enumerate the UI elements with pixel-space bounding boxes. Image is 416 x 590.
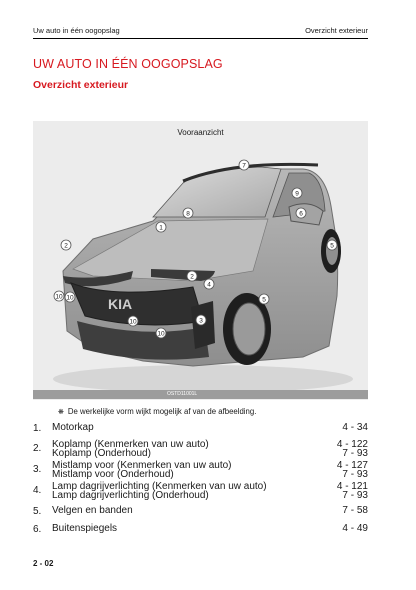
car-front-view-figure	[33, 121, 368, 400]
running-header-left: Uw auto in één oogopslag	[33, 26, 120, 35]
svg-text:6: 6	[299, 210, 303, 218]
callout-9	[292, 188, 302, 198]
svg-text:1: 1	[159, 224, 163, 232]
item-page: 4 - 122	[336, 439, 368, 450]
item-page-2: 7 - 93	[342, 490, 368, 501]
svg-text:9: 9	[295, 190, 299, 198]
svg-text:7: 7	[242, 162, 246, 170]
svg-text:3: 3	[199, 317, 203, 325]
callout-2-right	[187, 271, 197, 281]
header-rule	[33, 38, 368, 39]
item-number: 5.	[33, 506, 42, 517]
item-page: 7 - 58	[342, 505, 368, 516]
item-page-2: 7 - 93	[342, 448, 368, 459]
figure-code-bar	[33, 390, 368, 399]
figure-code: OSTD11001L	[167, 391, 198, 397]
svg-text:10: 10	[157, 330, 165, 338]
item-page: 4 - 127	[336, 460, 368, 471]
item-label: Buitenspiegels	[52, 523, 118, 534]
callout-3	[196, 315, 206, 325]
item-page: 4 - 49	[342, 523, 368, 534]
item-label: Mistlamp voor (Kenmerken van uw auto)	[52, 460, 232, 471]
item-number: 3.	[33, 464, 42, 475]
item-page: 4 - 34	[342, 422, 368, 433]
subsection-title: Overzicht exterieur	[33, 79, 129, 91]
page-number: 2 - 02	[33, 559, 54, 568]
item-number: 2.	[33, 443, 42, 454]
callout-10-b	[65, 292, 75, 302]
svg-text:8: 8	[186, 210, 190, 218]
callout-5-front	[259, 294, 269, 304]
svg-text:4: 4	[207, 281, 211, 289]
item-page-2: 7 - 93	[342, 469, 368, 480]
callout-1	[156, 222, 166, 232]
callout-7	[239, 160, 249, 170]
item-label-2: Mistlamp voor (Onderhoud)	[52, 469, 174, 480]
item-label: Lamp dagrijverlichting (Kenmerken van uw auto)	[52, 481, 267, 492]
callout-10-a	[54, 291, 64, 301]
car-illustration	[33, 121, 368, 400]
running-header-right: Overzicht exterieur	[305, 26, 368, 35]
callout-10-c	[128, 316, 138, 326]
item-number: 6.	[33, 524, 42, 535]
figure-note	[58, 407, 256, 416]
item-label: Koplamp (Kenmerken van uw auto)	[52, 439, 209, 450]
item-number: 4.	[33, 485, 42, 496]
callout-10-d	[156, 328, 166, 338]
svg-text:5: 5	[262, 296, 266, 304]
item-label-2: Koplamp (Onderhoud)	[52, 448, 151, 459]
callout-5-rear	[327, 240, 337, 250]
figure-label: Vooraanzicht	[177, 128, 224, 137]
svg-text:10: 10	[66, 294, 74, 302]
svg-text:2: 2	[64, 242, 68, 250]
item-label: Motorkap	[52, 422, 94, 433]
note-symbol: ❋	[58, 409, 64, 416]
item-label: Velgen en banden	[52, 505, 133, 516]
svg-text:10: 10	[55, 293, 63, 301]
item-number: 1.	[33, 423, 42, 434]
section-title: UW AUTO IN ÉÉN OOGOPSLAG	[33, 57, 223, 71]
svg-text:KIA: KIA	[108, 296, 133, 312]
callout-2-left	[61, 240, 71, 250]
callout-8	[183, 208, 193, 218]
svg-text:2: 2	[190, 273, 194, 281]
callout-6	[296, 208, 306, 218]
svg-text:10: 10	[129, 318, 137, 326]
callout-4	[204, 279, 214, 289]
item-page: 4 - 121	[336, 481, 368, 492]
item-label-2: Lamp dagrijverlichting (Onderhoud)	[52, 490, 209, 501]
svg-text:5: 5	[330, 242, 334, 250]
note-text: De werkelijke vorm wijkt mogelijk af van de afbeelding.	[67, 407, 257, 416]
